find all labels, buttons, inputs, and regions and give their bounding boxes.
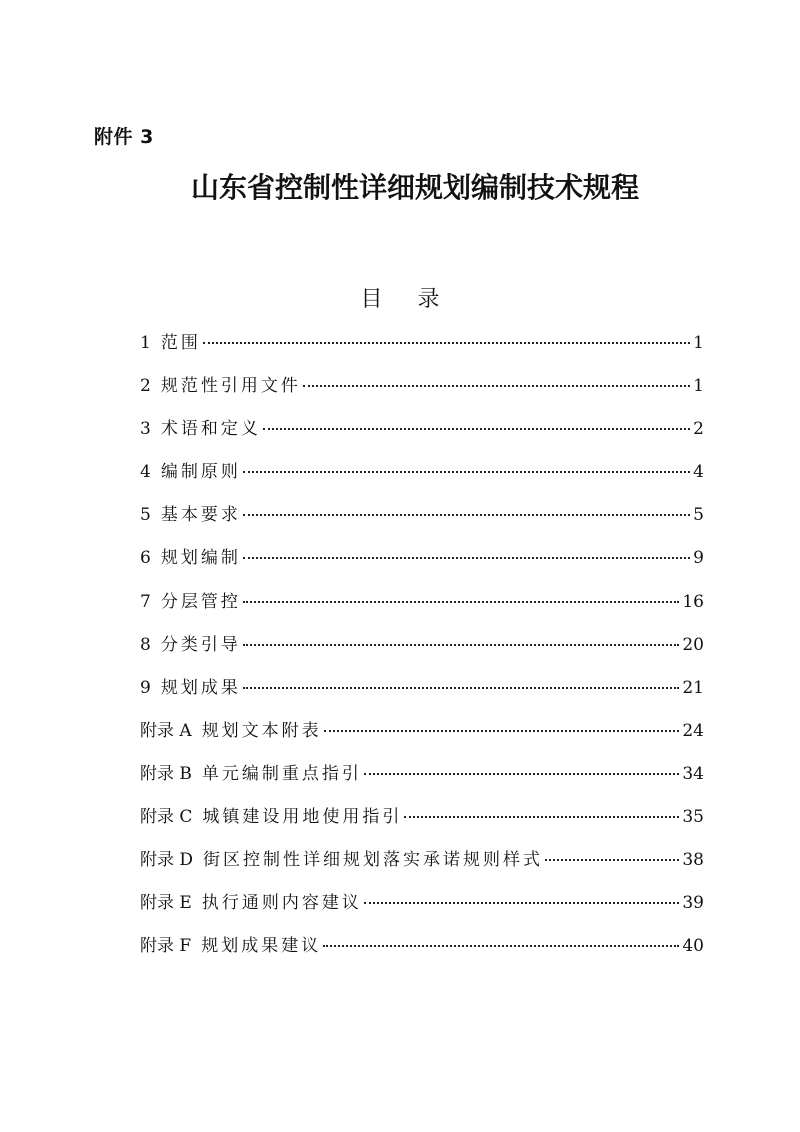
toc-entry-number: 附录 C — [140, 807, 193, 828]
toc-entry-page: 21 — [682, 677, 704, 698]
toc-dot-leader — [404, 816, 679, 818]
toc-dot-leader — [303, 385, 690, 387]
toc-entry-page: 34 — [682, 763, 704, 784]
toc-dot-leader — [364, 773, 679, 775]
toc-dot-leader — [243, 557, 690, 559]
toc-entry-label: 基本要求 — [160, 505, 241, 526]
toc-entry-label: 规划成果 — [160, 677, 241, 698]
toc-dot-leader — [324, 730, 680, 732]
toc-entry-number: 4 — [140, 462, 151, 483]
toc-entry[interactable] — [140, 371, 704, 414]
toc-entry-label: 规划成果建议 — [201, 936, 322, 957]
toc-entry-number: 3 — [140, 419, 151, 440]
toc-entry-page: 9 — [693, 548, 704, 569]
toc-entry-number: 6 — [140, 548, 151, 569]
toc-dot-leader — [243, 471, 690, 473]
toc-dot-leader — [545, 859, 679, 861]
toc-dot-leader — [243, 601, 680, 603]
toc-entry[interactable] — [140, 759, 704, 802]
toc-entry-page: 35 — [682, 807, 704, 828]
toc-entry[interactable] — [140, 716, 704, 759]
toc-entry[interactable] — [140, 931, 704, 974]
toc-entry-label: 城镇建设用地使用指引 — [202, 807, 403, 828]
toc-entry-label: 分类引导 — [160, 634, 241, 655]
toc-entry-label: 规划编制 — [160, 548, 241, 569]
toc-heading: 目 录 — [360, 287, 454, 312]
toc-entry[interactable] — [140, 587, 704, 630]
toc-entry-label: 街区控制性详细规划落实承诺规则样式 — [203, 850, 544, 871]
toc-entry-number: 附录 B — [140, 763, 192, 784]
toc-entry-page: 16 — [682, 591, 704, 612]
toc-entry[interactable] — [140, 500, 704, 543]
toc-entry[interactable] — [140, 630, 704, 673]
toc-entry-page: 20 — [682, 634, 704, 655]
toc-entry-page: 1 — [693, 376, 704, 397]
toc-entry[interactable] — [140, 543, 704, 586]
toc-entry-page: 39 — [682, 893, 704, 914]
toc-entry-page: 5 — [693, 505, 704, 526]
toc-dot-leader — [203, 342, 690, 344]
attachment-label: 附件 3 — [94, 126, 154, 148]
toc-entry-number: 1 — [140, 333, 151, 353]
toc-entry-page: 24 — [682, 720, 704, 741]
toc-entry[interactable] — [140, 888, 704, 931]
toc-dot-leader — [243, 644, 680, 646]
toc-entry-number: 9 — [140, 677, 151, 698]
toc-entry-page: 4 — [693, 462, 704, 483]
toc-entry-page: 38 — [682, 850, 704, 871]
toc-entry-label: 术语和定义 — [160, 419, 261, 440]
toc-entry-label: 编制原则 — [160, 462, 241, 483]
toc-entry-page: 1 — [693, 333, 704, 353]
toc-dot-leader — [243, 514, 690, 516]
toc-entry-number: 附录 F — [140, 936, 192, 957]
toc-entry[interactable] — [140, 457, 704, 500]
toc-entry[interactable] — [140, 414, 704, 457]
toc-entry[interactable] — [140, 328, 704, 371]
toc-entry-label: 规范性引用文件 — [160, 376, 301, 397]
toc-entry-label: 规划文本附表 — [201, 720, 322, 741]
toc-entry-number: 附录 E — [140, 893, 192, 914]
toc-entry[interactable] — [140, 845, 704, 888]
toc-entry-label: 范围 — [160, 333, 201, 353]
toc-entry-number: 7 — [140, 591, 151, 612]
toc-entry-page: 2 — [693, 419, 704, 440]
toc-entry-number: 附录 A — [140, 720, 192, 741]
toc-entry[interactable] — [140, 673, 704, 716]
toc-entry-label: 执行通则内容建议 — [201, 893, 362, 914]
toc-dot-leader — [263, 428, 690, 430]
toc-entry-label: 分层管控 — [160, 591, 241, 612]
toc-entry-label: 单元编制重点指引 — [201, 763, 362, 784]
toc-dot-leader — [243, 687, 680, 689]
toc-entry-number: 8 — [140, 634, 151, 655]
toc-dot-leader — [323, 945, 679, 947]
toc-entry-page: 40 — [682, 936, 704, 957]
toc-dot-leader — [364, 902, 680, 904]
toc-entry-number: 附录 D — [140, 850, 194, 871]
toc-entry[interactable] — [140, 802, 704, 845]
toc-entry-number: 2 — [140, 376, 151, 397]
document-title: 山东省控制性详细规划编制技术规程 — [190, 171, 639, 204]
table-of-contents — [140, 328, 704, 974]
toc-entry-number: 5 — [140, 505, 151, 526]
